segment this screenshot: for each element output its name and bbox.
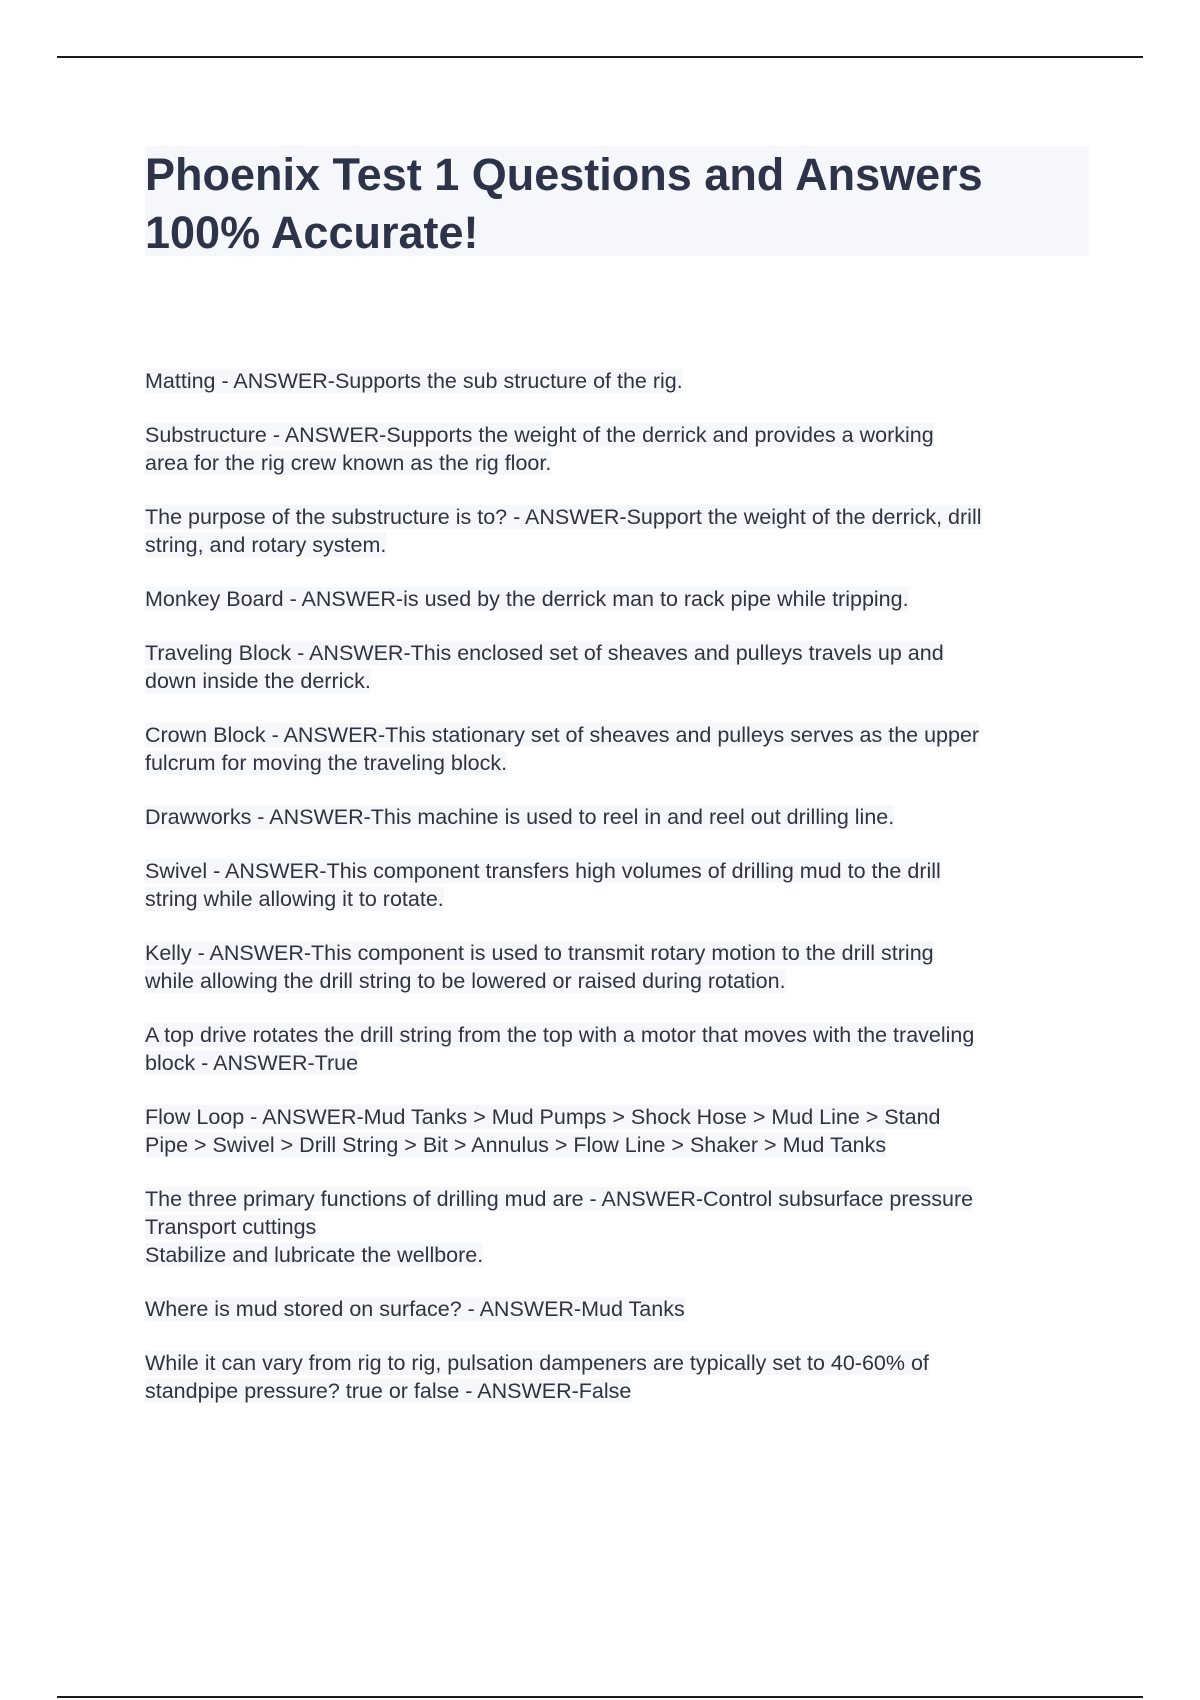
qa-item [145,367,1090,395]
qa-item [145,421,1090,477]
qa-item [145,1185,1090,1269]
qa-item [145,721,1090,777]
qa-item [145,1103,1090,1159]
qa-text: While it can vary from rig to rig, pulsation dampeners are typically set to 40-60% of standpipe pressure? true or false - ANSWER-False [145,1351,929,1403]
header-rule [57,56,1143,58]
qa-text: Kelly - ANSWER-This component is used to transmit rotary motion to the drill string while allowing the drill string to be lowered or raised during rotation. [145,941,934,993]
qa-text: A top drive rotates the drill string from the top with a motor that moves with the traveling block - ANSWER-True [145,1023,975,1075]
qa-list [145,367,1090,1431]
qa-text: Traveling Block - ANSWER-This enclosed set of sheaves and pulleys travels up and down inside the derrick. [145,641,944,693]
qa-item [145,639,1090,695]
qa-item [145,1349,1090,1405]
qa-text: Where is mud stored on surface? - ANSWER-Mud Tanks [145,1297,685,1321]
qa-item [145,857,1090,913]
qa-item [145,585,1090,613]
qa-item [145,939,1090,995]
qa-text: Monkey Board - ANSWER-is used by the derrick man to rack pipe while tripping. [145,587,909,611]
qa-item [145,1295,1090,1323]
qa-text: The three primary functions of drilling mud are - ANSWER-Control subsurface pressure Transport cuttings Stabilize and lubricate the wellbore. [145,1187,974,1267]
qa-text: Flow Loop - ANSWER-Mud Tanks > Mud Pumps > Shock Hose > Mud Line > Stand Pipe > Swivel > Drill String > Bit > Annulus > Flow Line > Shaker > Mud Tanks [145,1105,941,1157]
qa-text: Matting - ANSWER-Supports the sub structure of the rig. [145,369,683,393]
title-block [145,146,1089,256]
qa-text: The purpose of the substructure is to? - ANSWER-Support the weight of the derrick, drill string, and rotary system. [145,505,982,557]
qa-item [145,1021,1090,1077]
qa-text: Drawworks - ANSWER-This machine is used to reel in and reel out drilling line. [145,805,895,829]
document-title: Phoenix Test 1 Questions and Answers 100% Accurate! [145,149,983,258]
qa-text: Crown Block - ANSWER-This stationary set of sheaves and pulleys serves as the upper fulcrum for moving the traveling block. [145,723,980,775]
qa-text: Substructure - ANSWER-Supports the weight of the derrick and provides a working area for the rig crew known as the rig floor. [145,423,934,475]
qa-item [145,803,1090,831]
qa-text: Swivel - ANSWER-This component transfers high volumes of drilling mud to the drill string while allowing it to rotate. [145,859,941,911]
footer-rule [57,1696,1143,1698]
qa-item [145,503,1090,559]
